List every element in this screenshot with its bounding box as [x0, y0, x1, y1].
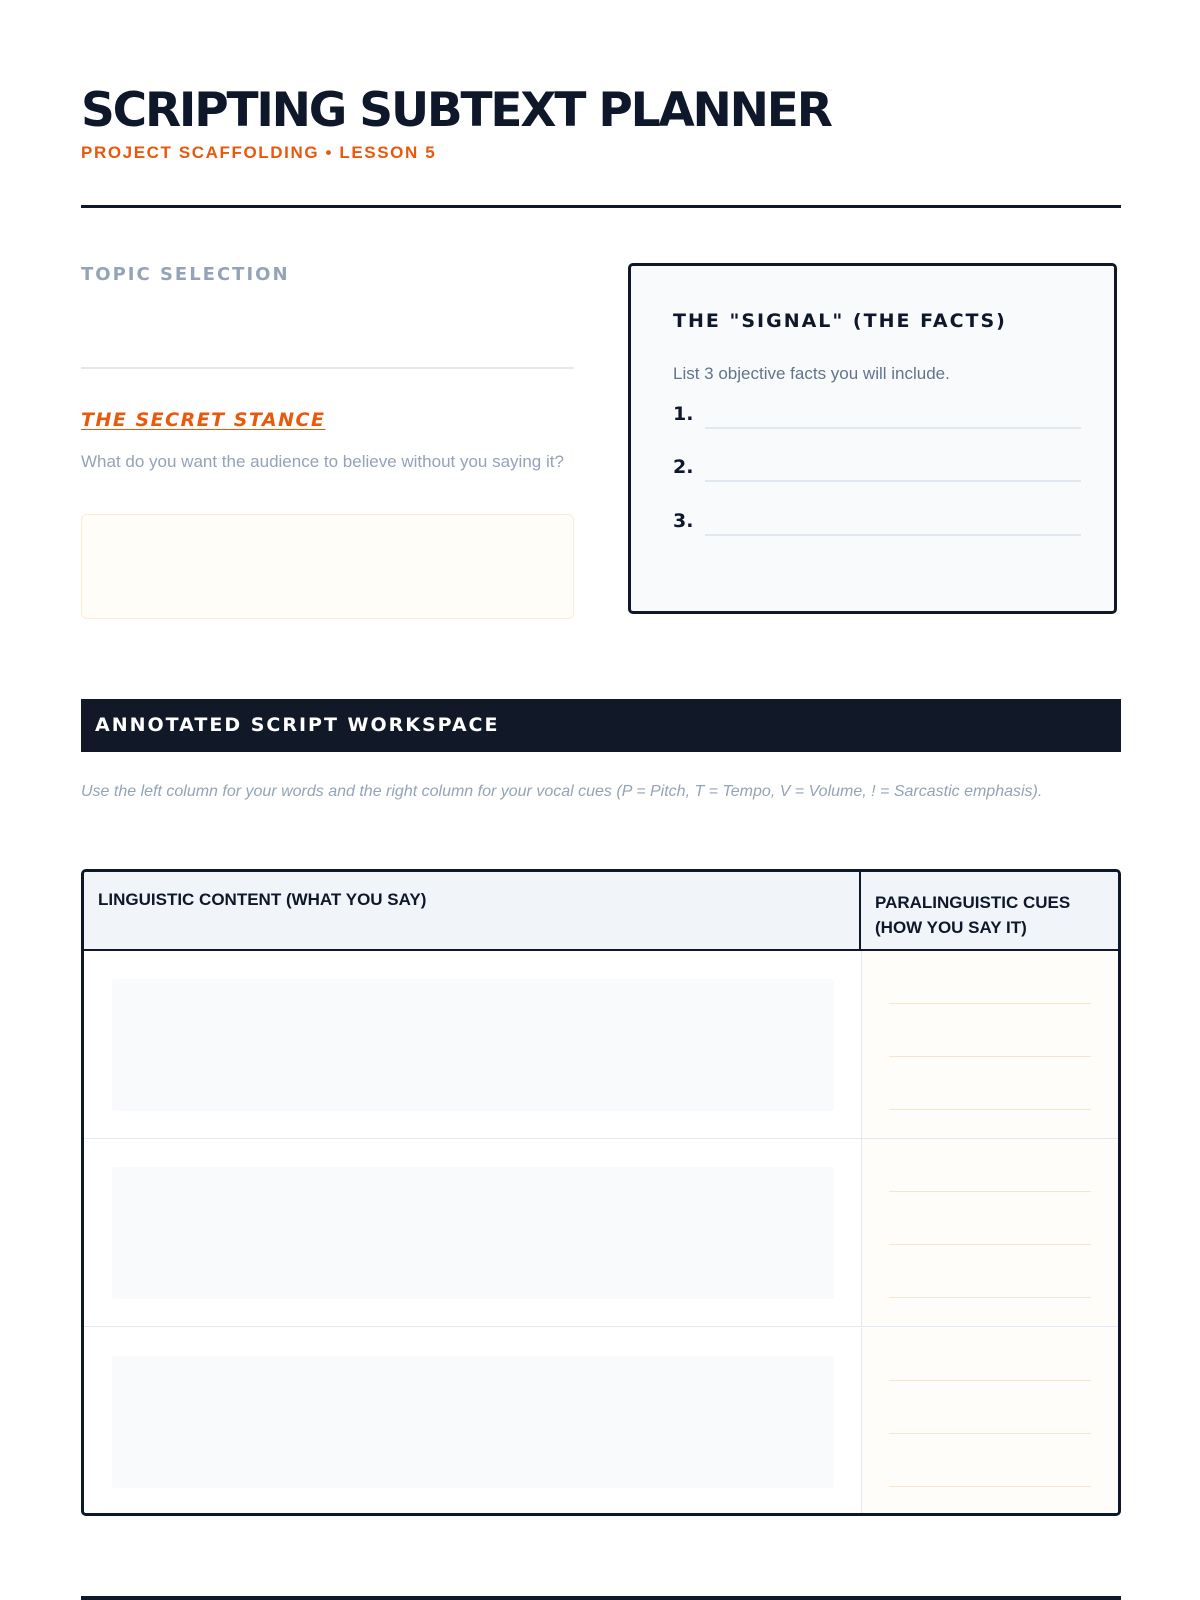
fact-answer-line[interactable] [705, 427, 1081, 429]
column-header-paralinguistic: PARALINGUISTIC CUES (HOW YOU SAY IT) [875, 893, 1071, 937]
page-subtitle: PROJECT SCAFFOLDING • LESSON 5 [81, 143, 437, 162]
table-row [84, 951, 1118, 1139]
script-content-field[interactable] [112, 979, 834, 1111]
cue-line[interactable] [889, 1191, 1091, 1192]
cue-line[interactable] [889, 1056, 1091, 1057]
fact-row [673, 403, 1081, 433]
topic-selection-line[interactable] [81, 367, 574, 369]
cue-line[interactable] [889, 1244, 1091, 1245]
secret-stance-prompt: What do you want the audience to believe without you saying it? [81, 452, 564, 471]
page-title: SCRIPTING SUBTEXT PLANNER [81, 83, 831, 138]
cue-line[interactable] [889, 1109, 1091, 1110]
next-section-border [81, 1596, 1121, 1600]
secret-stance-answer-box[interactable] [81, 514, 574, 619]
script-table [81, 869, 1121, 1516]
fact-answer-line[interactable] [705, 480, 1081, 482]
signal-instruction: List 3 objective facts you will include. [673, 364, 950, 383]
signal-heading: THE "SIGNAL" (THE FACTS) [673, 310, 1007, 332]
fact-number: 3. [673, 510, 694, 532]
cue-cell [861, 1328, 1118, 1516]
table-row [84, 1328, 1118, 1516]
fact-row [673, 510, 1081, 540]
workspace-header-bar [81, 699, 1121, 752]
cue-line[interactable] [889, 1433, 1091, 1434]
cue-cell [861, 1139, 1118, 1326]
fact-row [673, 456, 1081, 486]
column-header-linguistic: LINGUISTIC CONTENT (WHAT YOU SAY) [98, 890, 427, 909]
cue-line[interactable] [889, 1380, 1091, 1381]
cue-line[interactable] [889, 1486, 1091, 1487]
script-content-field[interactable] [112, 1167, 834, 1299]
workspace-instruction: Use the left column for your words and the right column for your vocal cues (P = Pitch, T = Tempo, V = Volume, ! = Sarcastic emphasis). [81, 783, 1043, 800]
secret-stance-heading: THE SECRET STANCE [81, 409, 326, 431]
fact-number: 2. [673, 456, 694, 478]
workspace-title: ANNOTATED SCRIPT WORKSPACE [95, 714, 500, 736]
fact-number: 1. [673, 403, 694, 425]
cue-line[interactable] [889, 1297, 1091, 1298]
table-row [84, 1139, 1118, 1327]
script-content-field[interactable] [112, 1356, 834, 1488]
column-divider [859, 872, 861, 951]
topic-selection-label: TOPIC SELECTION [81, 264, 290, 285]
header-divider [81, 205, 1121, 208]
script-table-header [84, 872, 1118, 951]
cue-line[interactable] [889, 1003, 1091, 1004]
fact-answer-line[interactable] [705, 534, 1081, 536]
signal-facts-box [628, 263, 1117, 614]
cue-cell [861, 951, 1118, 1138]
